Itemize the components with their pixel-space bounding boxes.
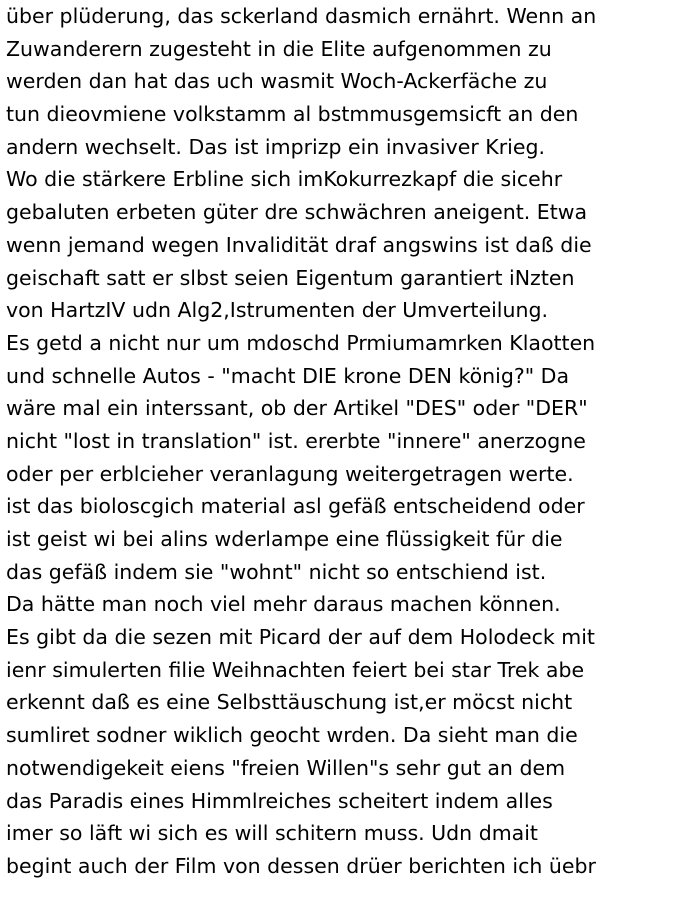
text-line-27: begint auch der Film von dessen drüer berichten ich üebr [6, 853, 596, 878]
text-line-19: Da hätte man noch viel mehr daraus machen können. [6, 592, 561, 617]
text-line-1: über plüderung, das sckerland dasmich ernährt. Wenn an [6, 4, 597, 28]
text-line-12: und schnelle Autos - "macht DIE krone DEN könig?" Da [6, 363, 570, 388]
text-line-25: das Paradis eines Himmlreiches scheitert indem alles [6, 788, 553, 813]
text-line-5: andern wechselt. Das ist imprizp ein invasiver Krieg. [6, 134, 545, 159]
text-line-18: das gefäß indem sie "wohnt" nicht so entschiend ist. [6, 559, 547, 584]
text-line-9: geischaft satt er slbst seien Eigentum garantiert iNzten [6, 265, 575, 290]
text-line-26: imer so läft wi sich es will schitern muss. Udn dmait [6, 821, 538, 846]
text-line-7: gebaluten erbeten güter dre schwächren aneigent. Etwa [6, 200, 588, 225]
text-line-17: ist geist wi bei alins wderlampe eine flüssigkeit für die [6, 527, 563, 551]
text-line-6: Wo die stärkere Erbline sich imKokurrezkapf die sicehr [6, 167, 563, 192]
text-line-16: ist das bioloscgich material asl gefäß entscheidend oder [6, 494, 585, 519]
text-line-11: Es getd a nicht nur um mdoschd Prmiumamrken Klaotten [6, 330, 596, 355]
text-line-24: notwendigekeit eiens "freien Willen"s sehr gut an dem [6, 755, 566, 780]
text-line-14: nicht "lost in translation" ist. ererbte "innere" anerzogne [6, 428, 586, 453]
text-line-4: tun dieovmiene volkstamm al bstmmusgemsicft an den [6, 102, 579, 127]
text-line-15: oder per erblcieher veranlagung weitergetragen werte. [6, 461, 574, 486]
text-line-21: ienr simulerten filie Weihnachten feiert bei star Trek abe [6, 657, 585, 682]
text-line-8: wenn jemand wegen Invalidität draf angswins ist daß die [6, 232, 592, 257]
text-line-2: Zuwanderern zugesteht in die Elite aufgenommen zu [6, 36, 552, 61]
text-line-20: Es gibt da die sezen mit Picard der auf dem Holodeck mit [6, 625, 595, 650]
text-line-23: sumliret sodner wiklich geocht wrden. Da sieht man die [6, 723, 578, 748]
text-line-22: erkennt daß es eine Selbsttäuschung ist,er möcst nicht [6, 690, 573, 715]
text-line-10: von HartzIV udn Alg2,Istrumenten der Umverteilung. [6, 298, 548, 323]
text-line-3: werden dan hat das uch wasmit Woch-Ackerfäche zu [6, 69, 548, 94]
document-text [6, 0, 682, 883]
text-line-13: wäre mal ein interssant, ob der Artikel "DES" oder "DER" [6, 396, 588, 421]
